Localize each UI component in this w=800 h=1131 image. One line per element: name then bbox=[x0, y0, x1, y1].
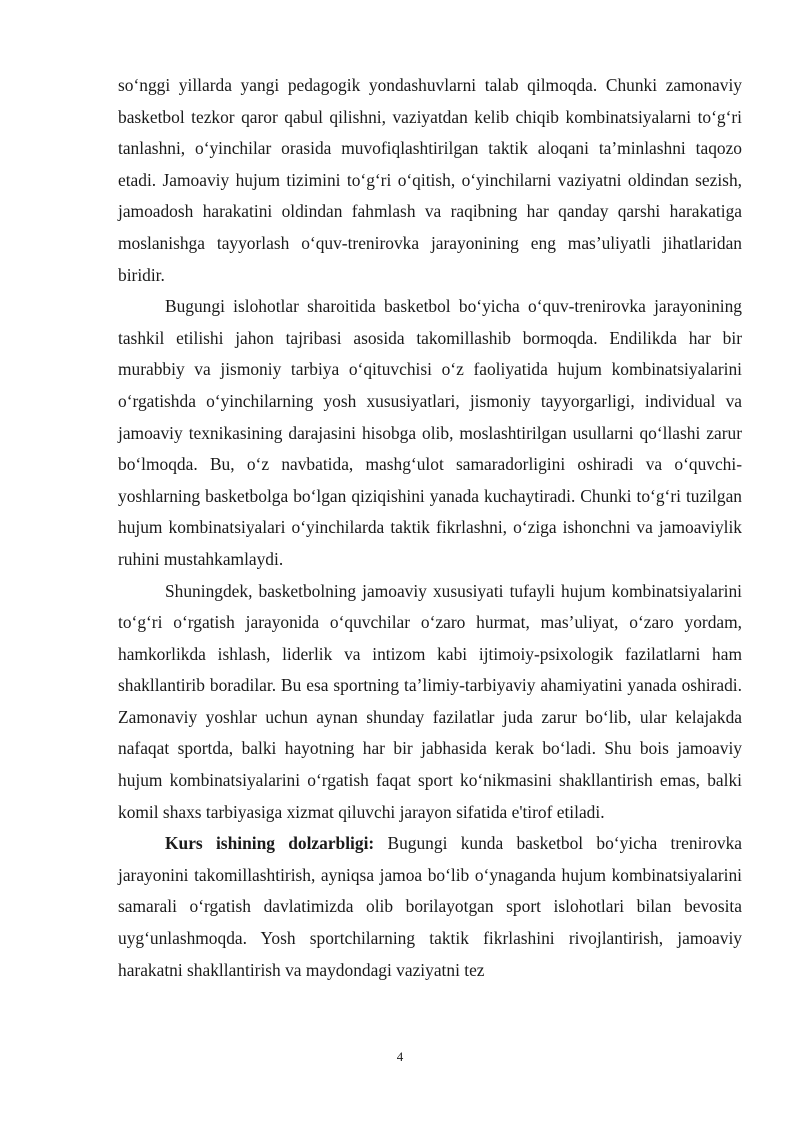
paragraph-continuation bbox=[118, 70, 742, 291]
paragraph-text: Bugungi kunda basketbol bo‘yicha trenirovka jarayonini takomillashtirish, ayniqsa jamoa bo‘lib o‘ynaganda hujum kombinatsiyalarini samarali o‘rgatish davlatimizda olib borilayotgan sport islohotlari bilan bevosita uyg‘unlashmoqda. Yosh sportchilarning taktik fikrlashini rivojlantirish, jamoaviy harakatni shakllantirish va maydondagi vaziyatni tez bbox=[118, 833, 742, 980]
paragraph-text: Bugungi islohotlar sharoitida basketbol bo‘yicha o‘quv-trenirovka jarayonining tashkil etilishi jahon tajribasi asosida takomillashib bormoqda. Endilikda har bir murabbiy va jismoniy tarbiya o‘qituvchisi o‘z faoliyatida hujum kombinatsiyalarini o‘rgatishda o‘yinchilarning yosh xususiyatlari, jismoniy tayyorgarligi, individual va jamoaviy texnikasining darajasini hisobga olib, moslashtirilgan usullarni qo‘llashi zarur bo‘lmoqda. Bu, o‘z navbatida, mashg‘ulot samaradorligini oshiradi va o‘quvchi-yoshlarning basketbolga bo‘lgan qiziqishini yanada kuchaytiradi. Chunki to‘g‘ri tuzilgan hujum kombinatsiyalari o‘yinchilarda taktik fikrlashni, o‘ziga ishonchni va jamoaviylik ruhini mustahkamlaydi. bbox=[118, 296, 742, 569]
paragraph bbox=[118, 291, 742, 575]
paragraph bbox=[118, 576, 742, 829]
paragraph-relevance bbox=[118, 828, 742, 986]
page-number: 4 bbox=[396, 1049, 404, 1064]
paragraph-text: Shuningdek, basketbolning jamoaviy xususiyati tufayli hujum kombinatsiyalarini to‘g‘ri o‘rgatish jarayonida o‘quvchilar o‘zaro hurmat, mas’uliyat, o‘zaro yordam, hamkorlikda ishlash, liderlik va intizom kabi ijtimoiy-psixologik fazilatlarni ham shakllantirib boradilar. Bu esa sportning ta’limiy-tarbiyaviy ahamiyatini yanada oshiradi. Zamonaviy yoshlar uchun aynan shunday fazilatlar juda zarur bo‘lib, ular kelajakda nafaqat sportda, balki hayotning har bir jabhasida kerak bo‘ladi. Shu bois jamoaviy hujum kombinatsiyalarini o‘rgatish faqat sport ko‘nikmasini shakllantirish emas, balki komil shaxs tarbiyasiga xizmat qiluvchi jarayon sifatida e'tirof etiladi. bbox=[118, 580, 742, 822]
body-text bbox=[118, 70, 742, 986]
section-lead-heading: Kurs ishining dolzarbligi: bbox=[165, 833, 375, 854]
paragraph-text: so‘nggi yillarda yangi pedagogik yondashuvlarni talab qilmoqda. Chunki zamonaviy basketbol tezkor qaror qabul qilishni, vaziyatdan kelib chiqib kombinatsiyalarni to‘g‘ri tanlashni, o‘yinchilar orasida muvofiqlashtirilgan taktik aloqani ta’minlashni taqozo etadi. Jamoaviy hujum tizimini to‘g‘ri o‘qitish, o‘yinchilarni vaziyatni oldindan sezish, jamoadosh harakatini oldindan fahmlash va raqibning har qanday qarshi harakatiga moslanishga tayyorlash o‘quv-trenirovka jarayonining eng mas’uliyatli jihatlaridan biridir. bbox=[118, 75, 742, 285]
